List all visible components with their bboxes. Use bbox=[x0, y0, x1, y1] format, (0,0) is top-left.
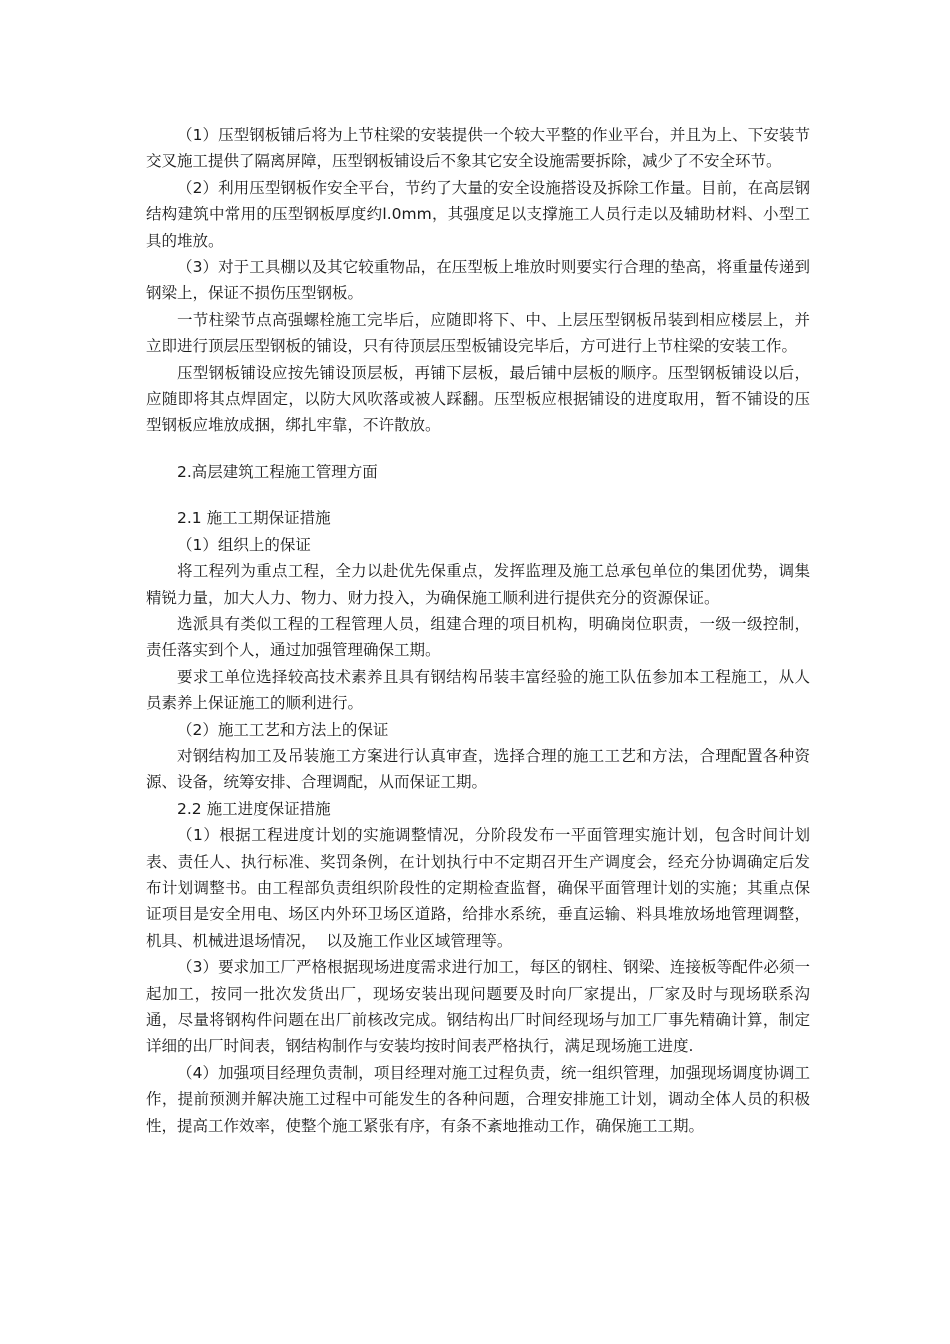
paragraph: 要求工单位选择较高技术素养且具有钢结构吊装丰富经验的施工队伍参加本工程施工，从人员素养上保证施工的顺利进行。 bbox=[146, 667, 810, 713]
paragraph: （3）要求加工厂严格根据现场进度需求进行加工，每区的钢柱、钢梁、连接板等配件必须一起加工，按同一批次发货出厂，现场安装出现问题要及时向厂家提出，厂家及时与现场联系沟通，尽量将钢构件问题在出厂前核改完成。钢结构出厂时间经现场与加工厂事先精确计算，制定详细的出厂时间表，钢结构制作与安装均按时间表严格执行，满足现场施工进度. bbox=[146, 958, 810, 1056]
paragraph: （2）利用压型钢板作安全平台，节约了大量的安全设施搭设及拆除工作量。目前，在高层钢结构建筑中常用的压型钢板厚度约l.0mm，其强度足以支撑施工人员行走以及辅助材料、小型工具的堆放。 bbox=[146, 178, 810, 250]
paragraph: （4）加强项目经理负责制，项目经理对施工过程负责，统一组织管理，加强现场调度协调工作，提前预测并解决施工过程中可能发生的各种问题，合理安排施工计划，调动全体人员的积极性，提高工作效率，使整个施工紧张有序，有条不紊地推动工作，确保施工工期。 bbox=[146, 1063, 810, 1135]
paragraph: （3）对于工具棚以及其它较重物品，在压型板上堆放时则要实行合理的垫高，将重量传递到钢梁上，保证不损伤压型钢板。 bbox=[146, 258, 810, 303]
spacer bbox=[146, 485, 810, 505]
paragraph: 压型钢板铺设应按先铺设顶层板，再铺下层板，最后铺中层板的顺序。压型钢板铺设以后，应随即将其点焊固定，以防大风吹落或被人踩翻。压型板应根据铺设的进度取用，暂不铺设的压型钢板应堆放成捆，绑扎牢靠，不许散放。 bbox=[146, 363, 810, 435]
item-heading: （2）施工工艺和方法上的保证 bbox=[177, 720, 389, 739]
subsection-heading: 2.1 施工工期保证措施 bbox=[177, 509, 331, 528]
subsection-heading: 2.2 施工进度保证措施 bbox=[177, 799, 331, 818]
item-heading: （1）组织上的保证 bbox=[177, 535, 311, 554]
paragraph: （1）压型钢板铺后将为上节柱梁的安装提供一个较大平整的作业平台，并且为上、下安装节交叉施工提供了隔离屏障，压型钢板铺设后不象其它安全设施需要拆除，减少了不安全环节。 bbox=[146, 126, 810, 171]
spacer bbox=[146, 439, 810, 459]
paragraph: 一节柱梁节点高强螺栓施工完毕后，应随即将下、中、上层压型钢板吊装到相应楼层上，并立即进行顶层压型钢板的铺设，只有待顶层压型板铺设完毕后，方可进行上节柱梁的安装工作。 bbox=[146, 310, 810, 356]
section-heading: 2.高层建筑工程施工管理方面 bbox=[177, 462, 378, 481]
paragraph: 将工程列为重点工程，全力以赴优先保重点，发挥监理及施工总承包单位的集团优势，调集精锐力量，加大人力、物力、财力投入，为确保施工顺利进行提供充分的资源保证。 bbox=[146, 562, 810, 607]
document-page bbox=[146, 122, 810, 1139]
paragraph: 对钢结构加工及吊装施工方案进行认真审查，选择合理的施工工艺和方法，合理配置各种资源、设备，统筹安排、合理调配，从而保证工期。 bbox=[146, 746, 810, 792]
paragraph: 选派具有类似工程的工程管理人员，组建合理的项目机构，明确岗位职责，一级一级控制，责任落实到个人，通过加强管理确保工期。 bbox=[146, 614, 810, 660]
paragraph: （1）根据工程进度计划的实施调整情况，分阶段发布一平面管理实施计划，包含时间计划表、责任人、执行标准、奖罚条例，在计划执行中不定期召开生产调度会，经充分协调确定后发布计划调整书。由工程部负责组织阶段性的定期检查监督，确保平面管理计划的实施；其重点保证项目是安全用电、场区内外环卫场区道路，给排水系统，垂直运输、料具堆放场地管理调整，机具、机械进退场情况， 以及施工作业区域管理等。 bbox=[146, 826, 810, 950]
